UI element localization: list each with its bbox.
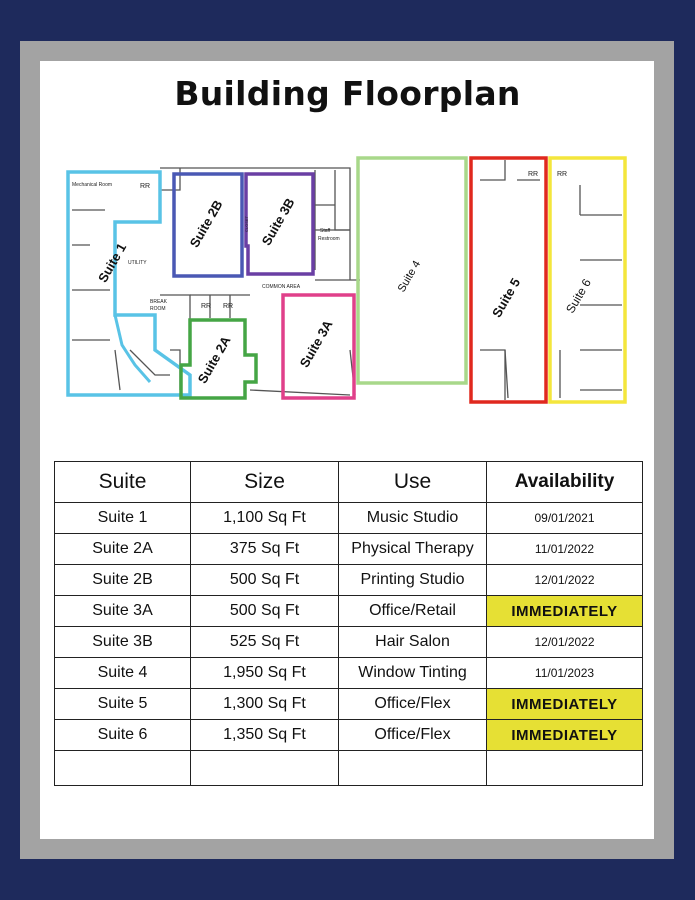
- suite-cell: Suite 3B: [55, 627, 191, 658]
- break-room-label-1: BREAK: [150, 299, 167, 305]
- restroom-label: RR: [528, 171, 539, 178]
- suite-cell: Suite 6: [55, 720, 191, 751]
- availability-cell: 11/01/2023: [487, 658, 643, 689]
- suite-4-label: Suite 4: [395, 258, 424, 295]
- page-title: Building Floorplan: [174, 74, 521, 113]
- staff-restroom-label-1: Staff: [320, 228, 331, 234]
- suite-1-label: Suite 1: [94, 240, 130, 285]
- floorplan-walls: [72, 160, 622, 400]
- break-room-label-2: ROOM: [150, 306, 166, 312]
- size-cell: 1,300 Sq Ft: [191, 689, 339, 720]
- availability-cell-highlighted: IMMEDIATELY: [487, 720, 643, 751]
- header-availability: Availability: [487, 462, 643, 503]
- suite-1-outline[interactable]: [68, 172, 190, 395]
- suite-1-inner-wall: [115, 315, 150, 382]
- floorplan: [60, 150, 640, 410]
- table-row: [55, 720, 643, 751]
- suite-3a-label: Suite 3A: [296, 317, 336, 371]
- use-cell: Physical Therapy: [339, 534, 487, 565]
- suites-table: [54, 461, 643, 786]
- suite-cell: Suite 1: [55, 503, 191, 534]
- suite-cell: Suite 4: [55, 658, 191, 689]
- suite-3b-label: Suite 3B: [258, 195, 298, 249]
- size-cell: 525 Sq Ft: [191, 627, 339, 658]
- restroom-label: RR: [557, 171, 568, 178]
- suite-cell: Suite 2B: [55, 565, 191, 596]
- size-cell: 500 Sq Ft: [191, 565, 339, 596]
- size-cell: 375 Sq Ft: [191, 534, 339, 565]
- table-row: [55, 596, 643, 627]
- use-cell: Hair Salon: [339, 627, 487, 658]
- restroom-label: RR: [201, 303, 212, 310]
- availability-cell-highlighted: IMMEDIATELY: [487, 689, 643, 720]
- size-cell: 1,350 Sq Ft: [191, 720, 339, 751]
- use-cell: Music Studio: [339, 503, 487, 534]
- utility-label: UTILITY: [128, 260, 147, 266]
- availability-cell-highlighted: IMMEDIATELY: [487, 596, 643, 627]
- suite-5-label: Suite 5: [488, 275, 524, 320]
- table-row: [55, 689, 643, 720]
- header-use: Use: [339, 462, 487, 503]
- use-cell: Office/Retail: [339, 596, 487, 627]
- table-row: [55, 565, 643, 596]
- closet-label: CLOSET: [244, 215, 249, 232]
- size-cell: 1,950 Sq Ft: [191, 658, 339, 689]
- table-row: [55, 534, 643, 565]
- suite-cell: Suite 2A: [55, 534, 191, 565]
- suite-6-label: Suite 6: [563, 276, 594, 316]
- table-row: [55, 503, 643, 534]
- suite-2b-label: Suite 2B: [186, 197, 226, 251]
- use-cell: Office/Flex: [339, 689, 487, 720]
- use-cell: Window Tinting: [339, 658, 487, 689]
- table-row: [55, 627, 643, 658]
- suite-cell: Suite 3A: [55, 596, 191, 627]
- header-size: Size: [191, 462, 339, 503]
- size-cell: 500 Sq Ft: [191, 596, 339, 627]
- use-cell: Printing Studio: [339, 565, 487, 596]
- mechanical-room-label: Mechanical Room: [72, 182, 113, 188]
- header-suite: Suite: [55, 462, 191, 503]
- restroom-label: RR: [140, 183, 151, 190]
- restroom-label: RR: [223, 303, 234, 310]
- suite-2a-label: Suite 2A: [194, 333, 234, 387]
- staff-restroom-label-2: Restroom: [318, 236, 340, 242]
- availability-cell: 09/01/2021: [487, 503, 643, 534]
- availability-cell: 12/01/2022: [487, 627, 643, 658]
- table-row-empty: [55, 751, 643, 786]
- size-cell: 1,100 Sq Ft: [191, 503, 339, 534]
- table-row: [55, 658, 643, 689]
- availability-cell: 12/01/2022: [487, 565, 643, 596]
- use-cell: Office/Flex: [339, 720, 487, 751]
- table-header-row: [55, 462, 643, 503]
- common-area-label: COMMON AREA: [262, 284, 301, 290]
- availability-cell: 11/01/2022: [487, 534, 643, 565]
- suite-cell: Suite 5: [55, 689, 191, 720]
